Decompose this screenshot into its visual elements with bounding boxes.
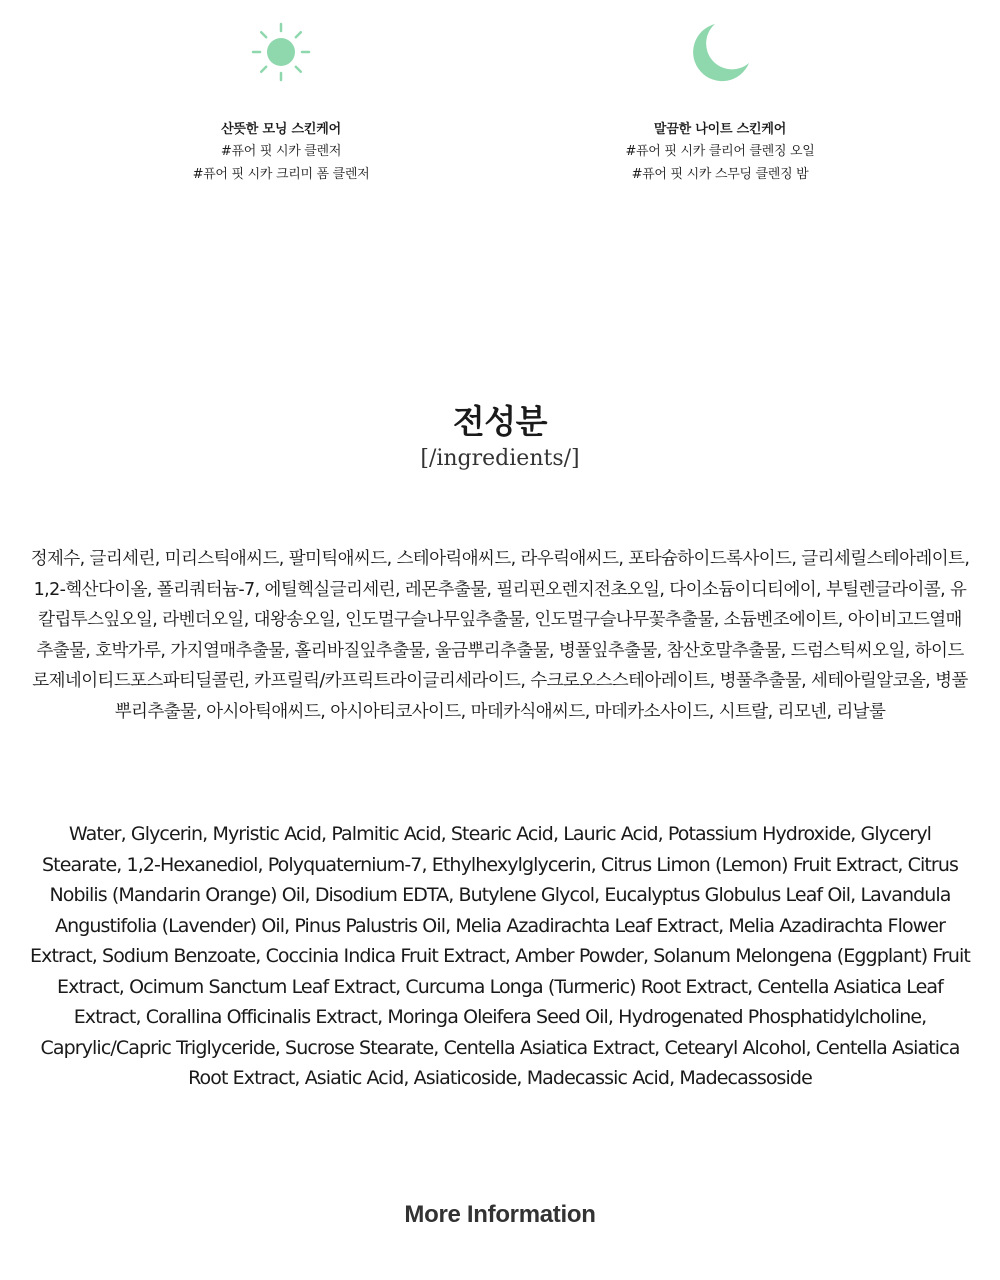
more-information-link[interactable]: More Information xyxy=(404,1201,596,1228)
ingredients-list-korean: 정제수, 글리세린, 미리스틱애씨드, 팔미틱애씨드, 스테아릭애씨드, 라우릭애씨드, 포타슘하이드록사이드, 글리세릴스테아레이트, 1,2-헥산다이올, 폴리쿼터늄-7, 에틸헥실글리세린, 레몬추출물, 필리핀오렌지전초오일, 다이소듐이디티에이, 부틸렌글라이콜, 유칼립투스잎오일, 라벤더오일, 대왕송오일, 인도멀구슬나무잎추출물, 인도멀구슬나무꽃추출물, 소듐벤조에이트, 아이비고드열매추출물, 호박가루, 가지열매추출물, 홀리바질잎추출물, 울금뿌리추출물, 병풀잎추출물, 참산호말추출물, 드럼스틱씨오일, 하이드로제네이티드포스파티딜콜린, 카프릴릭/카프릭트라이글리세라이드, 수크로오스스테아레이트, 병풀추출물, 세테아릴알코올, 병풀뿌리추출물, 아시아틱애씨드, 아시아티코사이드, 마데카식애씨드, 마데카소사이드, 시트랄, 리모넨, 리날룰 xyxy=(30,549,970,722)
night-routine-item: #퓨어 핏 시카 스무딩 클렌징 밤 xyxy=(631,167,809,182)
night-routine xyxy=(540,20,900,186)
ingredients-heading xyxy=(0,400,1000,474)
night-routine-title: 말끔한 나이트 스킨케어 xyxy=(653,122,787,137)
night-routine-item: #퓨어 핏 시카 클리어 클렌징 오일 xyxy=(625,144,815,159)
ingredients-list-english: Water, Glycerin, Myristic Acid, Palmitic Acid, Stearic Acid, Lauric Acid, Potassium Hydroxide, Glyceryl Stearate, 1,2-Hexanediol, Polyquaternium-7, Ethylhexylglycerin, Citrus Limon (Lemon) Fruit Extract, Citrus Nobilis (Mandarin Orange) Oil, Disodium EDTA, Butylene Glycol, Eucalyptus Globulus Leaf Oil, Lavandula Angustifolia (Lavender) Oil, Pinus Palustris Oil, Melia Azadirachta Leaf Extract, Melia Azadirachta Flower Extract, Sodium Benzoate, Coccinia Indica Fruit Extract, Amber Powder, Solanum Melongena (Eggplant) Fruit Extract, Ocimum Sanctum Leaf Extract, Curcuma Longa (Turmeric) Root Extract, Centella Asiatica Leaf Extract, Corallina Officinalis Extract, Moringa Oleifera Seed Oil, Hydrogenated Phosphatidylcholine, Caprylic/Capric Triglyceride, Sucrose Stearate, Centella Asiatica Extract, Cetearyl Alcohol, Centella Asiatica Root Extract, Asiatic Acid, Asiaticoside, Madecassic Acid, Madecassoside xyxy=(30,823,970,1089)
morning-routine xyxy=(101,20,461,186)
skincare-routines xyxy=(0,20,1000,200)
moon-icon xyxy=(688,20,752,84)
morning-routine-item: #퓨어 핏 시카 클렌저 xyxy=(220,144,342,159)
ingredients-title: 전성분 xyxy=(452,402,548,441)
ingredients-subtitle: [/ingredients/] xyxy=(420,446,580,471)
morning-routine-title: 산뜻한 모닝 스킨케어 xyxy=(221,122,341,137)
sun-icon xyxy=(249,20,313,84)
morning-routine-item: #퓨어 핏 시카 크리미 폼 클렌저 xyxy=(192,167,370,182)
